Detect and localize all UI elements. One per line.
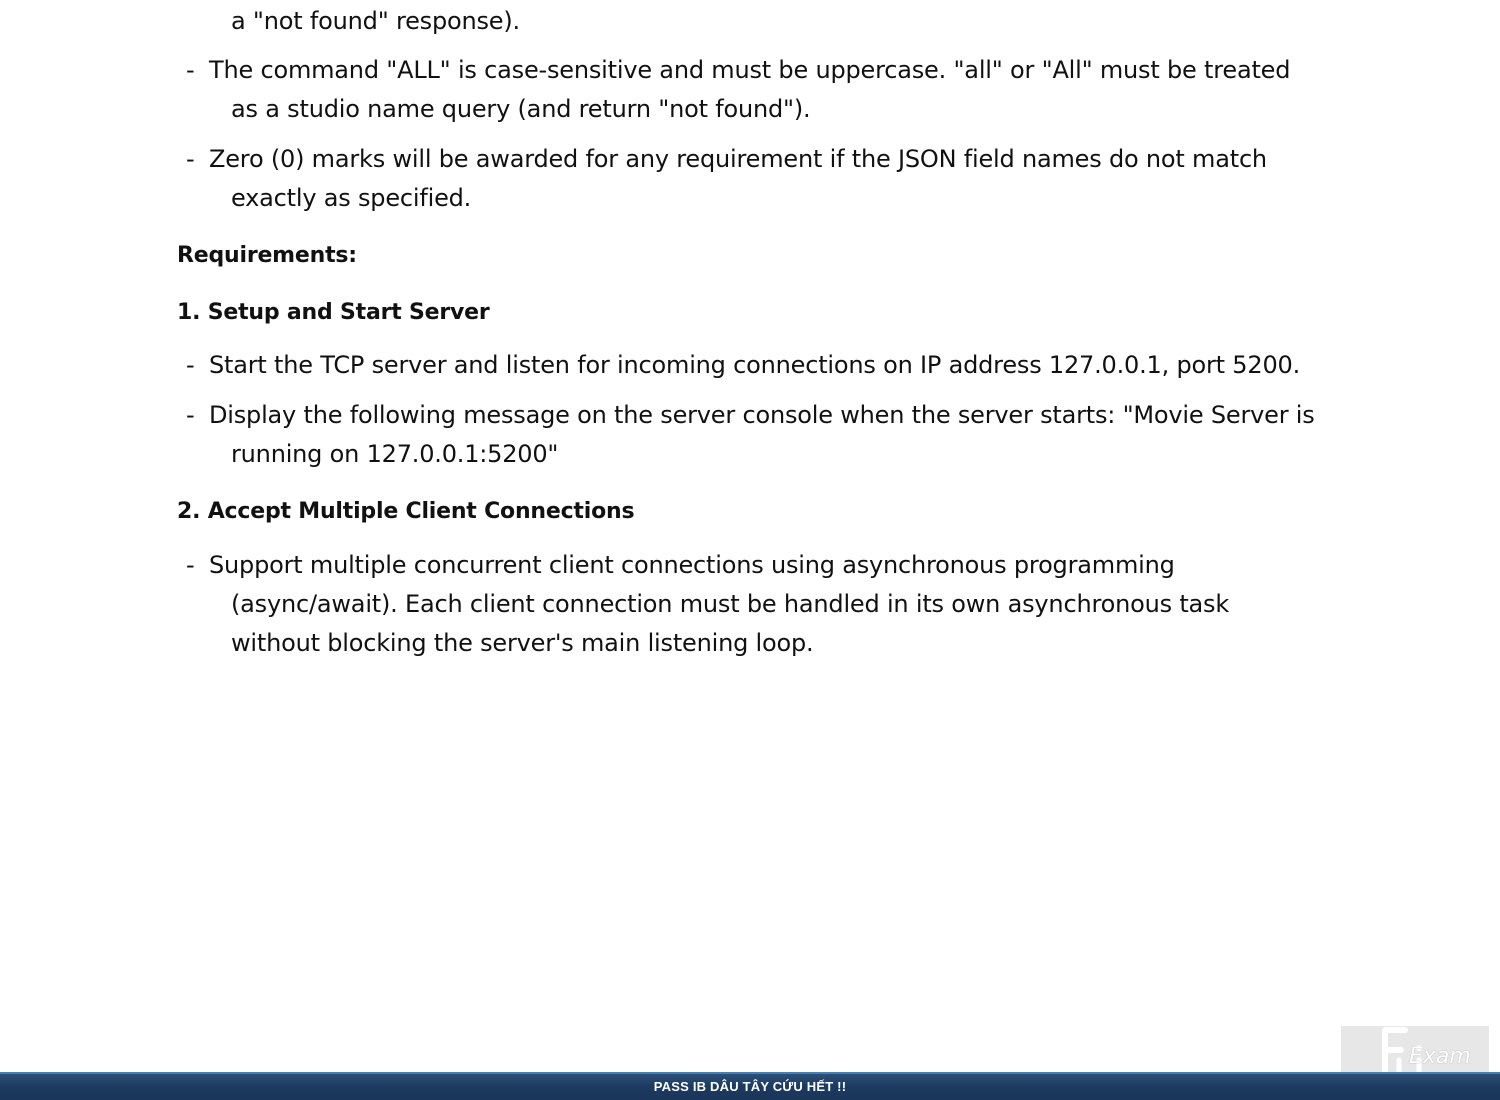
list-item bbox=[0, 140, 1267, 218]
list-item bbox=[0, 2, 520, 41]
section-heading-setup-server: 1. Setup and Start Server bbox=[177, 300, 490, 325]
list-item bbox=[0, 346, 1300, 385]
list-item bbox=[0, 51, 1290, 129]
logo-text: Exam bbox=[1409, 1044, 1471, 1069]
list-item-text: without blocking the server's main listening loop. bbox=[231, 629, 814, 657]
bullet-dash: - bbox=[186, 145, 195, 173]
bullet-dash: - bbox=[186, 401, 195, 429]
footer-banner bbox=[0, 1072, 1500, 1100]
list-item-text: Support multiple concurrent client connections using asynchronous programming bbox=[209, 551, 1175, 579]
list-item-text: exactly as specified. bbox=[231, 184, 472, 212]
list-item-text: Display the following message on the server console when the server starts: "Movie Server is bbox=[209, 401, 1315, 429]
footer-banner-text: PASS IB DÂU TÂY CỨU HẾT !! bbox=[653, 1079, 847, 1094]
requirements-heading: Requirements: bbox=[177, 243, 357, 268]
bullet-dash: - bbox=[186, 351, 195, 379]
list-item-text: (async/await). Each client connection must be handled in its own asynchronous task bbox=[231, 590, 1230, 618]
list-item-text: Start the TCP server and listen for incoming connections on IP address 127.0.0.1, port 5200. bbox=[209, 351, 1301, 379]
section-heading-multiple-clients: 2. Accept Multiple Client Connections bbox=[177, 499, 635, 524]
list-item-text: The command "ALL" is case-sensitive and must be uppercase. "all" or "All" must be treated bbox=[209, 56, 1291, 84]
list-item-text: Zero (0) marks will be awarded for any requirement if the JSON field names do not match bbox=[209, 145, 1267, 173]
list-item bbox=[0, 396, 1315, 474]
list-item-text: running on 127.0.0.1:5200" bbox=[231, 440, 559, 468]
bullet-dash: - bbox=[186, 56, 195, 84]
list-item bbox=[0, 546, 1229, 663]
list-item-text: a "not found" response). bbox=[231, 7, 520, 35]
list-item-text: as a studio name query (and return "not found"). bbox=[231, 95, 811, 123]
bullet-dash: - bbox=[186, 551, 195, 579]
